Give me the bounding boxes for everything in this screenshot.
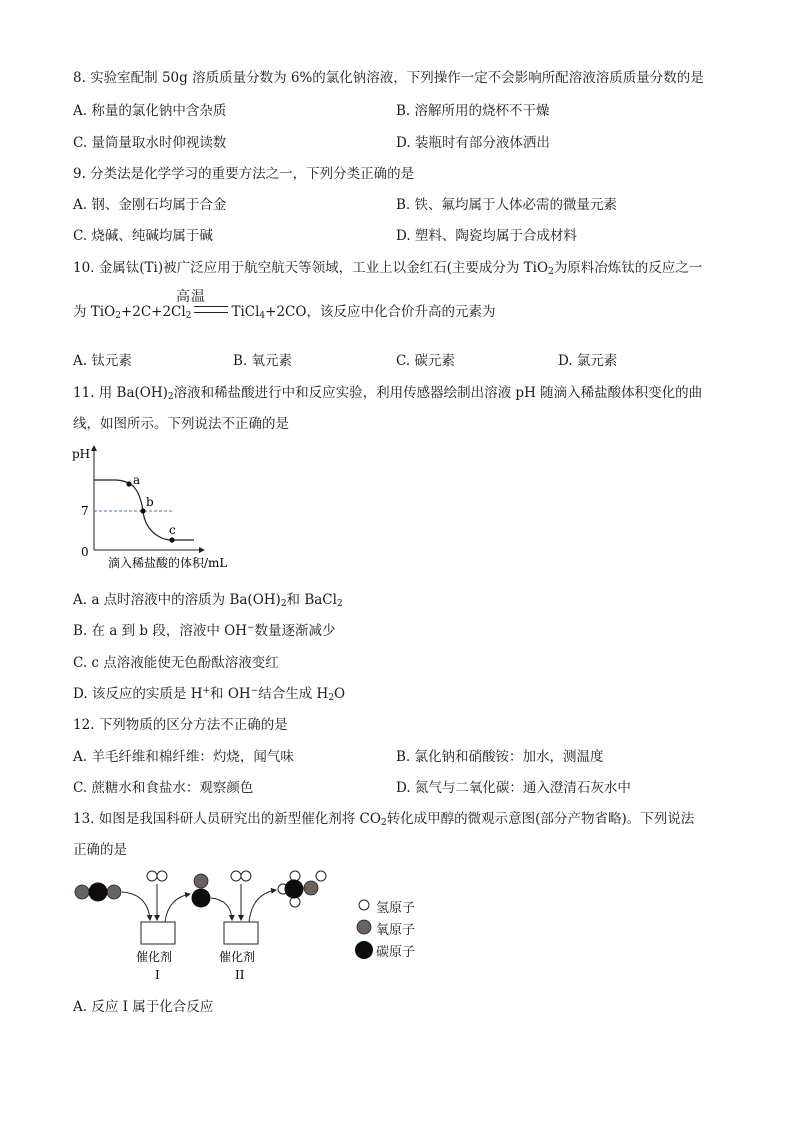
atom-legend-symbols — [352, 896, 376, 962]
carbon-atom-symbol — [355, 941, 373, 959]
q13-stem-1b: 转化成甲醇的微观示意图(部分产物省略)。下列说法 — [386, 811, 695, 827]
q10-option-b: B. 氧元素 — [233, 353, 293, 369]
arrow-co2-into-catalyst-1 — [122, 892, 150, 920]
q11-option-c: C. c 点溶液能使无色酚酞溶液变红 — [73, 655, 279, 671]
q11-b-text-1: B. 在 a 到 b 段，溶液中 OH — [73, 623, 247, 639]
q10-condition: 高温 — [176, 289, 206, 305]
methanol-molecule — [278, 871, 326, 907]
y-axis-label: pH — [72, 447, 91, 461]
q10-stem-text-2: 为原料冶炼钛的反应之一 — [553, 260, 703, 276]
q11-option-b — [73, 619, 336, 639]
oxygen-atom-symbol — [357, 920, 371, 934]
catalyst-1-label: 催化剂 — [136, 950, 173, 964]
q9-option-d: D. 塑料、陶瓷均属于合成材料 — [396, 228, 577, 244]
q8-option-d: D. 装瓶时有部分液体洒出 — [396, 135, 550, 151]
ph-titration-graph — [66, 442, 266, 578]
q8-option-b: B. 溶解所用的烧杯不干燥 — [396, 103, 550, 119]
q8-option-c: C. 量筒量取水时仰视读数 — [73, 135, 227, 151]
q10-option-d: D. 氯元素 — [558, 353, 618, 369]
q10-eq-mid: +2C+2Cl — [120, 304, 186, 320]
q8-stem: 8. 实验室配制 50g 溶质质量分数为 6%的氯化钠溶液，下列操作一定不会影响所配溶液溶质质量分数的是 — [73, 70, 704, 86]
legend-oxygen: 氧原子 — [376, 923, 416, 938]
q10-stem — [73, 256, 702, 277]
q10-stem-text-1: 10. 金属钛(Ti)被广泛应用于航空航天等领域，工业上以金红石(主要成分为 TiO — [73, 260, 549, 276]
origin-label: 0 — [81, 545, 89, 559]
arrow-out-of-catalyst-2 — [249, 890, 276, 922]
q10-eq-sub3: 4 — [259, 311, 266, 321]
h2-molecule-1 — [147, 871, 167, 881]
q13-stem-line-1 — [73, 807, 694, 828]
q11-d-sup2: − — [250, 686, 259, 696]
point-a-marker — [126, 481, 131, 486]
q9-option-b: B. 铁、氟均属于人体必需的微量元素 — [396, 197, 618, 213]
q11-b-text-2: 数量逐渐减少 — [254, 623, 336, 639]
q11-d-text-1: D. 该反应的实质是 H — [73, 686, 203, 702]
q11-stem-1b: 溶液和稀盐酸进行中和反应实验，利用传感器绘制出溶液 pH 随滴入稀盐酸体积变化的曲 — [173, 385, 703, 401]
q10-eq-prefix: 为 TiO — [73, 304, 116, 320]
q11-d-text-4: O — [334, 686, 346, 702]
q11-stem-sub: 2 — [167, 392, 174, 402]
q11-stem-line-1 — [73, 381, 702, 402]
tick-label-7: 7 — [81, 504, 89, 518]
h2-molecule-2 — [231, 871, 251, 881]
point-c-marker — [169, 537, 174, 542]
q11-a-text-2: 和 BaCl — [286, 592, 337, 608]
arrow-co-into-catalyst-2 — [211, 898, 232, 920]
q11-a-sub1: 2 — [280, 599, 287, 609]
q10-equation — [73, 289, 496, 321]
q8-option-a: A. 称量的氯化钠中含杂质 — [73, 103, 227, 119]
q11-stem-1a: 11. 用 Ba(OH) — [73, 385, 168, 401]
q13-stem-sub: 2 — [380, 818, 387, 828]
point-c-label: c — [169, 523, 176, 537]
point-b-marker — [140, 508, 145, 513]
q10-stem-subscript: 2 — [548, 267, 554, 277]
catalyst-2-numeral: II — [235, 968, 245, 982]
q11-option-a — [73, 588, 343, 609]
q11-option-d — [73, 682, 345, 703]
q11-a-text-1: A. a 点时溶液中的溶质为 Ba(OH) — [73, 592, 281, 608]
co2-to-methanol-diagram — [66, 864, 356, 990]
q10-eq-sub2: 2 — [185, 311, 192, 321]
x-axis-label: 滴入稀盐酸的体积/mL — [108, 556, 228, 570]
point-a-label: a — [133, 473, 141, 487]
q11-b-sup: − — [247, 623, 255, 633]
equals-sign — [194, 306, 228, 313]
q10-option-a: A. 钛元素 — [73, 353, 132, 369]
point-b-label: b — [146, 495, 154, 509]
legend-hydrogen: 氢原子 — [376, 901, 416, 916]
q10-option-c: C. 碳元素 — [396, 353, 455, 369]
q11-stem-line-2: 线，如图所示。下列说法不正确的是 — [73, 416, 289, 432]
q12-option-d: D. 氮气与二氧化碳：通入澄清石灰水中 — [396, 780, 631, 796]
q13-stem-1a: 13. 如图是我国科研人员研究出的新型催化剂将 CO — [73, 811, 381, 827]
q10-eq-product: TiCl — [231, 304, 260, 320]
q11-d-text-2: 和 OH — [210, 686, 251, 702]
q9-stem: 9. 分类法是化学学习的重要方法之一，下列分类正确的是 — [73, 166, 415, 182]
catalyst-1-box — [141, 922, 175, 944]
q9-option-c: C. 烧碱、纯碱均属于碱 — [73, 228, 213, 244]
arrow-out-of-catalyst-1 — [165, 894, 190, 922]
q9-option-a: A. 钢、金刚石均属于合金 — [73, 197, 227, 213]
q13-stem-line-2: 正确的是 — [73, 842, 127, 858]
q12-option-a: A. 羊毛纤维和棉纤维：灼烧，闻气味 — [73, 749, 294, 765]
catalyst-1-numeral: I — [155, 968, 160, 982]
hydrogen-atom-symbol — [359, 900, 369, 910]
q11-d-sub: 2 — [328, 693, 335, 703]
q12-option-c: C. 蔗糖水和食盐水：观察颜色 — [73, 780, 254, 796]
co-molecule — [192, 874, 211, 908]
q10-eq-suffix: +2CO，该反应中化合价升高的元素为 — [265, 304, 496, 320]
catalyst-2-label: 催化剂 — [219, 950, 256, 964]
catalyst-2-box — [224, 922, 258, 944]
q12-option-b: B. 氯化钠和硝酸铵：加水，测温度 — [396, 749, 604, 765]
q13-option-a: A. 反应 I 属于化合反应 — [73, 999, 214, 1015]
q12-stem: 12. 下列物质的区分方法不正确的是 — [73, 717, 288, 733]
legend-carbon: 碳原子 — [376, 945, 416, 960]
co2-molecule — [75, 883, 121, 902]
q11-d-text-3: 结合生成 H — [258, 686, 329, 702]
q10-eq-sub1: 2 — [115, 311, 121, 321]
q11-a-sub2: 2 — [336, 599, 343, 609]
q11-d-sup1: + — [202, 686, 211, 696]
